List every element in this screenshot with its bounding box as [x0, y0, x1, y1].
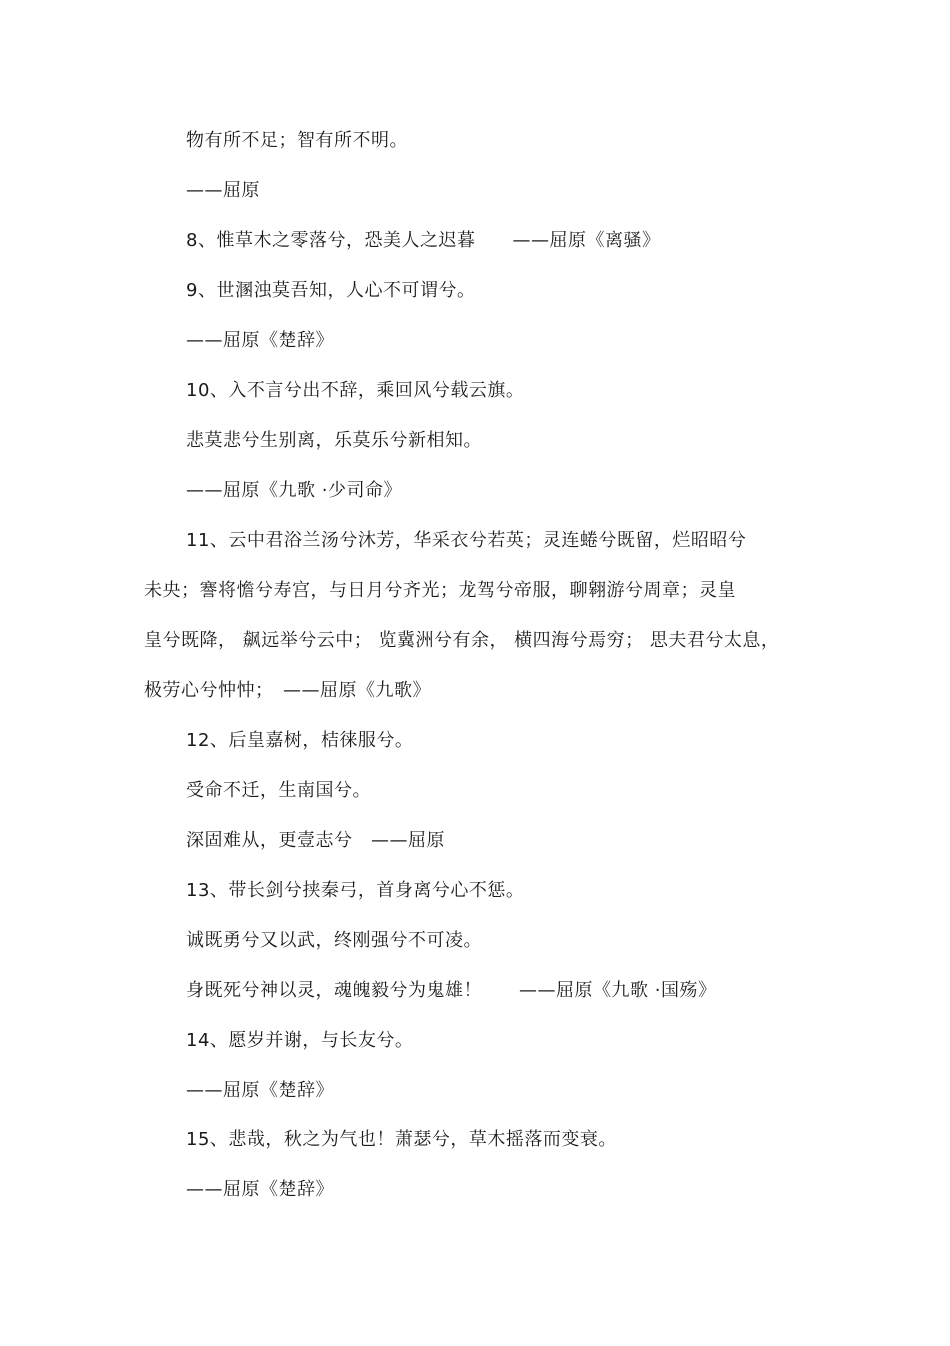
quote-line-12: 12、后皇嘉树，桔徕服兮。: [186, 730, 414, 751]
text-line: 物有所不足；智有所不明。: [186, 130, 408, 151]
text-line: 身既死兮神以灵，魂魄毅兮为鬼雄！ ——屈原《九歌 ·国殇》: [186, 980, 717, 1001]
text-line: 悲莫悲兮生别离，乐莫乐兮新相知。: [186, 430, 482, 451]
quote-line-15: 15、悲哉，秋之为气也！萧瑟兮，草木摇落而变衰。: [186, 1129, 617, 1150]
text-line: 极劳心兮忡忡； ——屈原《九歌》: [144, 680, 431, 701]
attribution-line: ——屈原《九歌 ·少司命》: [186, 480, 402, 501]
attribution-line: ——屈原: [186, 180, 260, 201]
quote-line-10: 10、入不言兮出不辞，乘回风兮载云旗。: [186, 380, 525, 401]
text-line: 受命不迁，生南国兮。: [186, 780, 371, 801]
quote-line-14: 14、愿岁并谢，与长友兮。: [186, 1030, 414, 1051]
attribution-line: ——屈原《楚辞》: [186, 1179, 334, 1200]
text-line: 诚既勇兮又以武，终刚强兮不可凌。: [186, 930, 482, 951]
quote-line-11: 11、云中君浴兰汤兮沐芳，华采衣兮若英；灵连蜷兮既留，烂昭昭兮: [186, 530, 747, 551]
text-line: 未央；謇将憺兮寿宫，与日月兮齐光；龙驾兮帝服，聊翱游兮周章；灵皇: [144, 580, 736, 601]
attribution-line: ——屈原《楚辞》: [186, 330, 334, 351]
text-line: 深固难从，更壹志兮 ——屈原: [186, 830, 445, 851]
text-line: 皇兮既降， 飙远举兮云中； 览冀洲兮有余， 横四海兮焉穷； 思夫君兮太息，: [144, 630, 780, 651]
attribution-line: ——屈原《楚辞》: [186, 1080, 334, 1101]
quote-line-13: 13、带长剑兮挟秦弓，首身离兮心不惩。: [186, 880, 525, 901]
quote-line-8: 8、惟草木之零落兮，恐美人之迟暮 ——屈原《离骚》: [186, 230, 661, 251]
quote-line-9: 9、世溷浊莫吾知，人心不可谓兮。: [186, 280, 476, 301]
